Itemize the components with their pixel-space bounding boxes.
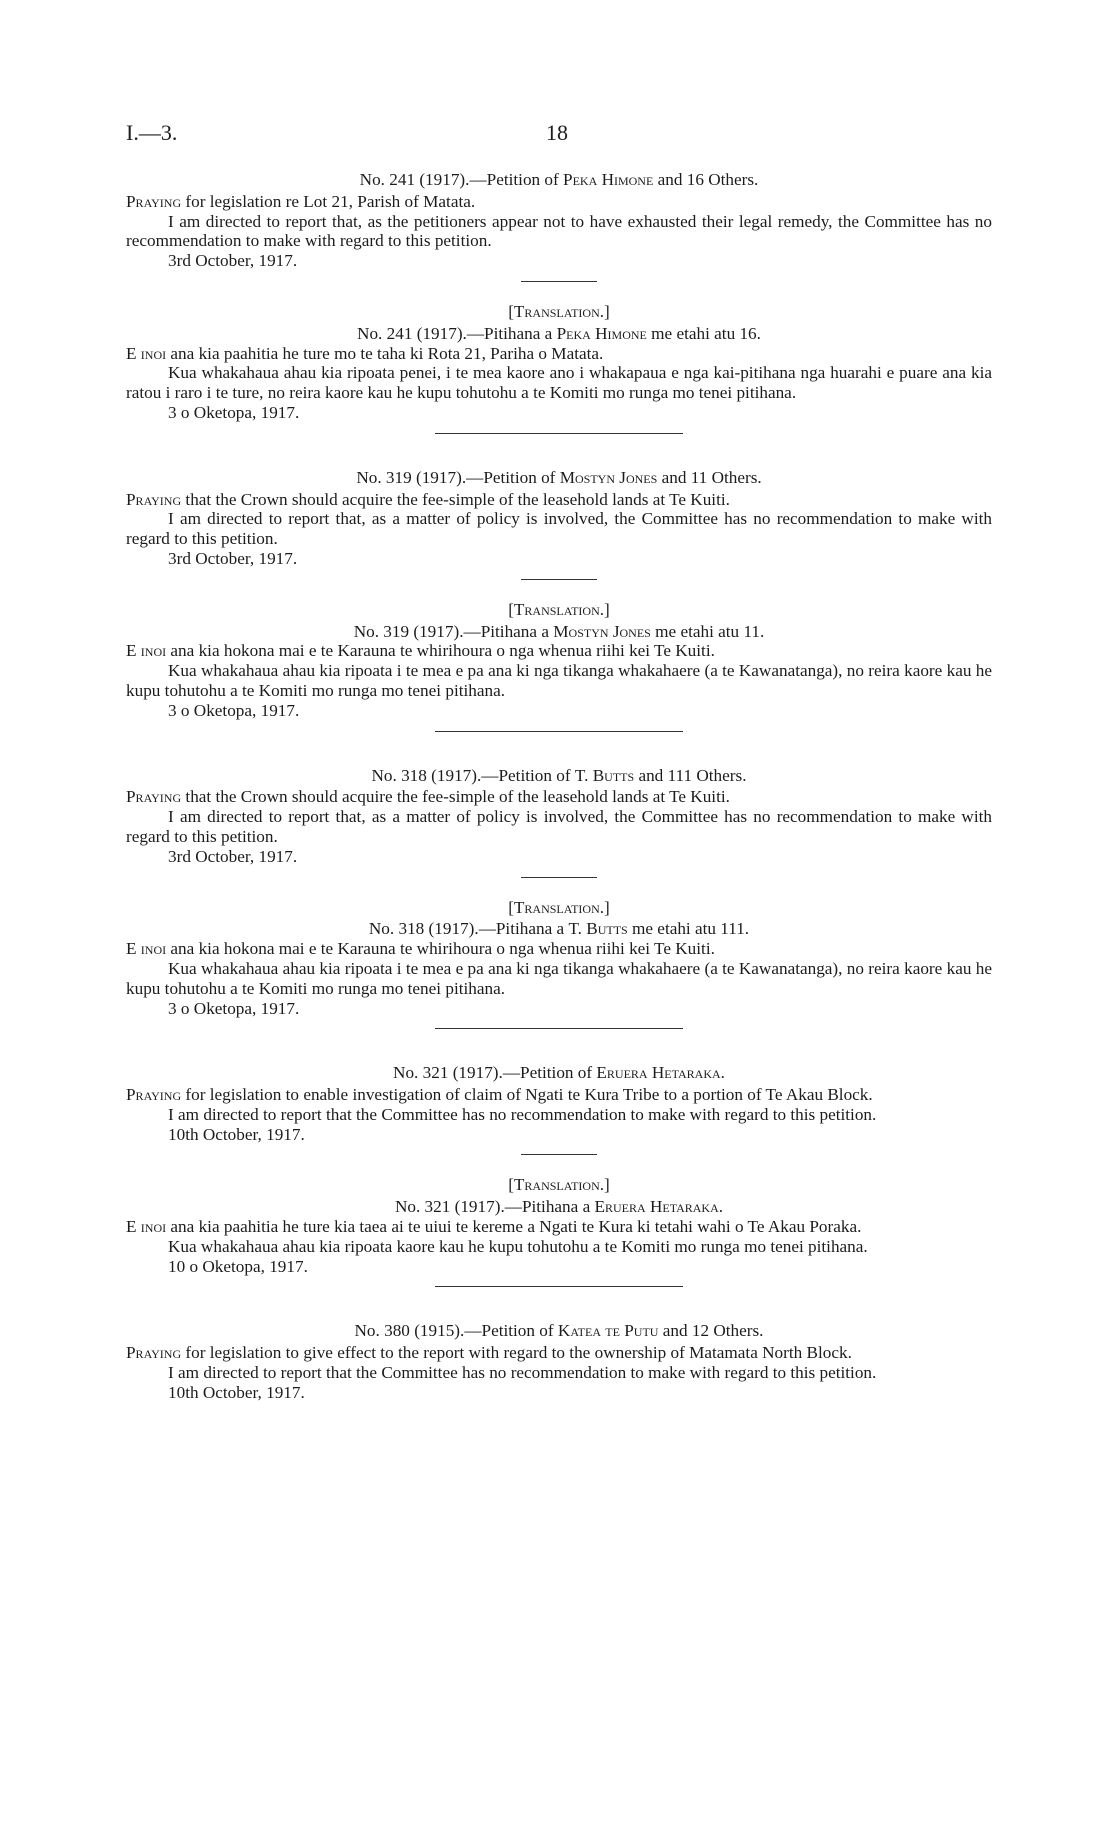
report-date: 3rd October, 1917.: [168, 548, 298, 568]
section-divider: [521, 877, 597, 878]
petitioner-name: T. Butts: [568, 919, 628, 939]
translation-title: No. 318 (1917).—Pitihana a T. Butts me etahi atu 111.: [368, 919, 750, 939]
petitioner-name: Mostyn Jones: [553, 621, 651, 641]
translation-date: 3 o Oketopa, 1917.: [168, 700, 300, 720]
translation-report: Kua whakahaua ahau kia ripoata i te mea e pa ana ki nga tikanga whakahaere (a te Kawanatanga), no reira kaore kau he kupu tohutohu a te Komiti mo runga mo tenei pitihana.: [126, 958, 992, 998]
committee-report: I am directed to report that, as a matter of policy is involved, the Committee has no recommendation to make with regard to this petition.: [126, 509, 992, 549]
petition-entry: [126, 1063, 992, 1287]
petition-entry: [126, 1321, 992, 1402]
report-date: 10th October, 1917.: [168, 1124, 305, 1144]
entry-divider: [435, 1286, 683, 1287]
petition-entry: [126, 766, 992, 1030]
report-date: 3rd October, 1917.: [168, 846, 298, 866]
petitioner-name: Peka Himone: [563, 170, 654, 189]
petition-title: No. 318 (1917).—Petition of T. Butts and 111 Others.: [371, 765, 747, 785]
translation-heading: [Translation.]: [508, 599, 610, 619]
praying-paragraph: Praying for legislation re Lot 21, Parish of Matata.: [126, 191, 476, 211]
praying-paragraph: Praying for legislation to give effect to the report with regard to the ownership of Matamata North Block.: [126, 1343, 852, 1363]
translation-heading: [Translation.]: [508, 301, 610, 321]
petition-entry: [126, 170, 992, 434]
translation-heading: [Translation.]: [508, 1175, 610, 1195]
inoi-paragraph: E inoi ana kia paahitia he ture mo te taha ki Rota 21, Pariha o Matata.: [126, 343, 604, 363]
translation-title: No. 321 (1917).—Pitihana a Eruera Hetaraka.: [394, 1197, 724, 1217]
committee-report: I am directed to report that the Committee has no recommendation to make with regard to this petition.: [168, 1104, 877, 1124]
inoi-paragraph: E inoi ana kia hokona mai e te Karauna te whirihoura o nga whenua riihi kei Te Kuiti.: [126, 939, 715, 959]
section-divider: [521, 281, 597, 282]
petitioner-name: Peka Himone: [556, 323, 647, 343]
translation-date: 3 o Oketopa, 1917.: [168, 402, 300, 422]
section-divider: [521, 1154, 597, 1155]
petition-title: No. 321 (1917).—Petition of Eruera Hetaraka.: [393, 1063, 725, 1083]
translation-report: Kua whakahaua ahau kia ripoata i te mea e pa ana ki nga tikanga whakahaere (a te Kawanatanga), no reira kaore kau he kupu tohutohu a te Komiti mo runga mo tenei pitihana.: [126, 661, 992, 700]
petition-entry: [126, 468, 992, 732]
translation-report: Kua whakahaua ahau kia ripoata penei, i te mea kaore ano i whakapaua e nga kai-pitihana nga huarahi e puare ana kia ratou i raro i te ture, no reira kaore kau he kupu tohutohu a te Komiti mo runga mo tenei pitihana.: [126, 363, 992, 403]
translation-report: Kua whakahaua ahau kia ripoata kaore kau he kupu tohutohu a te Komiti mo runga mo tenei pitihana.: [168, 1236, 868, 1256]
report-date: 3rd October, 1917.: [168, 251, 298, 271]
petitioner-name: T. Butts: [574, 765, 635, 785]
petition-title: No. 241 (1917).—Petition of Peka Himone and 16 Others.: [359, 170, 759, 189]
translation-heading: [Translation.]: [508, 897, 610, 917]
section-divider: [521, 579, 597, 580]
praying-paragraph: Praying that the Crown should acquire the fee-simple of the leasehold lands at Te Kuiti.: [126, 787, 730, 807]
document-body: [126, 170, 992, 1403]
report-date: 10th October, 1917.: [168, 1382, 305, 1402]
petitioner-name: Eruera Hetaraka.: [594, 1197, 724, 1217]
committee-report: I am directed to report that, as a matter of policy is involved, the Committee has no recommendation to make with regard to this petition.: [126, 807, 992, 846]
parliamentary-paper-reference: I.—3.: [126, 120, 178, 145]
translation-title: No. 241 (1917).—Pitihana a Peka Himone me etahi atu 16.: [357, 323, 761, 343]
entry-divider: [435, 433, 683, 434]
petition-title: No. 380 (1915).—Petition of Katea te Putu and 12 Others.: [354, 1321, 764, 1341]
committee-report: I am directed to report that the Committee has no recommendation to make with regard to this petition.: [168, 1363, 877, 1383]
translation-date: 3 o Oketopa, 1917.: [168, 998, 300, 1018]
petitioner-name: Mostyn Jones: [559, 467, 658, 487]
inoi-paragraph: E inoi ana kia hokona mai e te Karauna te whirihoura o nga whenua riihi kei Te Kuiti.: [126, 641, 715, 661]
petitioner-name: Eruera Hetaraka.: [596, 1063, 725, 1083]
translation-title: No. 319 (1917).—Pitihana a Mostyn Jones me etahi atu 11.: [353, 621, 765, 641]
page-number: 18: [546, 120, 568, 145]
entry-divider: [435, 731, 683, 732]
petition-title: No. 319 (1917).—Petition of Mostyn Jones and 11 Others.: [356, 467, 762, 487]
entry-divider: [435, 1028, 683, 1029]
petitioner-name: Katea te Putu: [557, 1321, 659, 1341]
praying-paragraph: Praying for legislation to enable investigation of claim of Ngati te Kura Tribe to a portion of Te Akau Block.: [126, 1085, 873, 1105]
committee-report: I am directed to report that, as the petitioners appear not to have exhausted their legal remedy, the Committee has no recommendation to make with regard to this petition.: [126, 211, 992, 251]
page-header: [126, 120, 986, 156]
inoi-paragraph: E inoi ana kia paahitia he ture kia taea ai te uiui te kereme a Ngati te Kura ki tetahi wahi o Te Akau Poraka.: [126, 1217, 862, 1237]
praying-paragraph: Praying that the Crown should acquire the fee-simple of the leasehold lands at Te Kuiti.: [126, 489, 730, 509]
translation-date: 10 o Oketopa, 1917.: [168, 1256, 308, 1276]
